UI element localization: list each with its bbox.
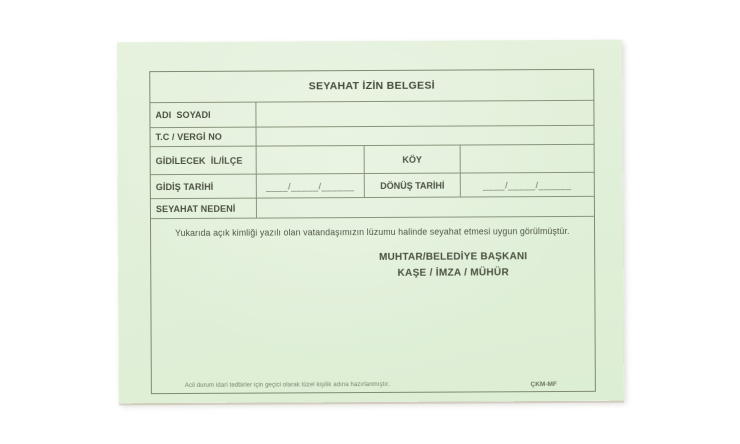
field-value-donus-tarihi: ____/_____/______ [482,179,572,190]
field-value-koy [461,145,594,173]
row-gidis-tarihi [151,173,594,199]
row-seyahat-nedeni [151,197,594,219]
field-value-gidilecek-il-ilce [257,146,364,174]
row-adi-soyadi [150,101,593,128]
field-label-gidilecek-il-ilce: GİDİLECEK İL/İLÇE [151,147,257,175]
footer-code: ÇKM-MF [530,381,557,389]
signature-stamp-label: KAŞE / İMZA / MÜHÜR [397,267,510,279]
form-title: SEYAHAT İZİN BELGESİ [150,70,593,103]
footer-note: Acil durum idari tedbirler için geçici olarak tüzel kişilik adına hazırlanmıştır. [184,381,390,389]
signature-block [341,251,565,279]
row-tc-vergi-no [151,126,594,147]
field-label-tc-vergi-no: T.C / VERGİ NO [151,128,257,147]
travel-permit-form [149,69,596,394]
field-value-adi-soyadi [256,101,593,127]
approval-section [151,217,595,393]
field-label-adi-soyadi: ADI SOYADI [150,103,256,128]
signature-authority-label: MUHTAR/BELEDİYE BAŞKANI [379,251,528,263]
row-gidilecek-il-ilce [151,145,594,175]
field-label-gidis-tarihi: GİDİŞ TARİHİ [151,175,257,199]
field-value-seyahat-nedeni [257,197,594,218]
field-label-koy: KÖY [364,146,461,174]
field-label-seyahat-nedeni: SEYAHAT NEDENİ [151,199,257,219]
field-value-gidis-tarihi: ____/_____/______ [265,180,355,192]
form-footer [152,381,595,390]
paper-sheet [117,40,624,404]
field-value-tc-vergi-no [257,126,594,146]
paper-content [117,40,624,404]
field-label-donus-tarihi: DÖNÜŞ TARİHİ [364,174,461,198]
approval-statement: Yukarıda açık kimliği yazılı olan vatandaşımızın lüzumu halinde seyahat etmesi uygun görülmüştür. [175,225,570,239]
